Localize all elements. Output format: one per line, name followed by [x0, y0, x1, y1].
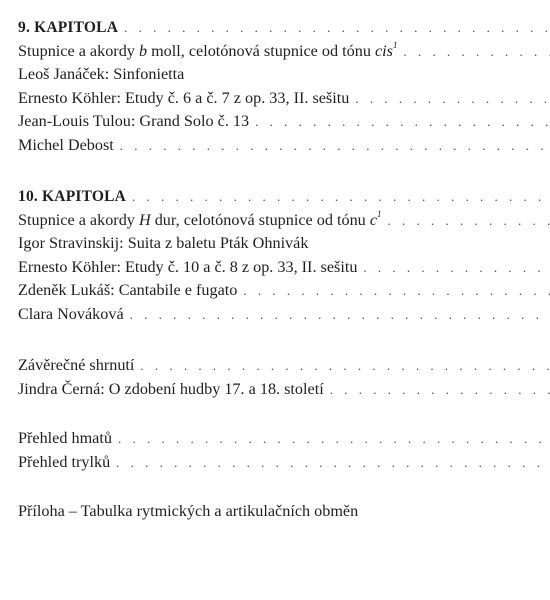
text-part: Stupnice a akordy: [18, 41, 139, 60]
chapter-heading-text: 10. KAPITOLA: [18, 188, 127, 205]
dot-leader: [355, 87, 550, 111]
tone-name: cis: [374, 41, 393, 60]
toc-entry-scales-b-moll: [18, 40, 550, 64]
toc-entry-stravinskij: [18, 232, 550, 256]
dot-leader: [403, 40, 550, 64]
toc-entry-text: Přehled trylků: [18, 452, 111, 471]
section-spacer: [18, 157, 550, 185]
dot-leader: [130, 303, 550, 327]
section-spacer: [18, 401, 550, 427]
toc-entry-debost: [18, 134, 550, 158]
toc-entry-tulou: [18, 110, 550, 134]
dot-leader: [243, 279, 550, 303]
section-spacer: [18, 474, 550, 500]
toc-entry-kohler-10: [18, 256, 550, 280]
toc-entry-text: Závěrečné shrnutí: [18, 356, 135, 374]
text-part: moll, celotónová stupnice od tónu: [147, 41, 375, 60]
chapter-9-heading: [18, 16, 550, 40]
toc-entry-trylky: [18, 451, 550, 475]
toc-entry-kohler-9: [18, 87, 550, 111]
toc-entry-text: Clara Nováková: [18, 304, 124, 323]
dot-leader: [388, 209, 550, 233]
toc-entry-text: Zdeněk Lukáš: Cantabile e fugato: [18, 281, 238, 299]
toc-entry-text: [18, 40, 397, 64]
toc-entry-text: Ernesto Köhler: Etudy č. 6 a č. 7 z op. 33, II. sešitu: [18, 88, 350, 107]
toc-entry-cerna: [18, 378, 550, 402]
text-part: dur, celotónová stupnice od tónu: [150, 210, 370, 229]
text-part: Stupnice a akordy: [18, 210, 139, 229]
dot-leader: [132, 185, 550, 209]
dot-leader: [120, 134, 550, 158]
dot-leader: [124, 16, 550, 40]
dot-leader: [116, 451, 550, 475]
key-name: b: [138, 41, 148, 60]
dot-leader: [255, 110, 550, 134]
toc-entry-janacek: [18, 63, 550, 87]
tone-name: c: [369, 210, 378, 229]
toc-entry-text: Leoš Janáček: Sinfonietta: [18, 65, 185, 83]
toc-entry-text: Příloha – Tabulka rytmických a artikulačních obměn: [18, 502, 359, 520]
toc-entry-novakova: [18, 303, 550, 327]
chapter-heading-text: 9. KAPITOLA: [18, 19, 119, 36]
toc-entry-text: Igor Stravinskij: Suita z baletu Pták Ohnivák: [18, 234, 309, 252]
dot-leader: [140, 354, 550, 378]
dot-leader: [330, 378, 550, 402]
toc-entry-priloha: [18, 500, 550, 524]
key-name: H: [138, 210, 151, 229]
chapter-10-heading: [18, 185, 550, 209]
toc-entry-hmaty: [18, 427, 550, 451]
octave-superscript: 1: [377, 209, 382, 220]
toc-entry-scales-h-dur: [18, 209, 550, 233]
toc-entry-text: Přehled hmatů: [18, 429, 112, 447]
octave-superscript: 1: [392, 40, 398, 51]
toc-entry-lukas: [18, 279, 550, 303]
toc-entry-text: [18, 209, 382, 233]
dot-leader: [363, 256, 550, 280]
toc-entry-text: Ernesto Köhler: Etudy č. 10 a č. 8 z op. 33, II. sešitu: [18, 257, 358, 276]
table-of-contents: [18, 16, 550, 524]
toc-entry-text: Jindra Černá: O zdobení hudby 17. a 18. století: [18, 379, 324, 398]
dot-leader: [118, 427, 550, 451]
toc-entry-text: Michel Debost: [18, 135, 114, 154]
section-spacer: [18, 326, 550, 354]
toc-entry-shrnuti: [18, 354, 550, 378]
toc-entry-text: Jean-Louis Tulou: Grand Solo č. 13: [18, 112, 250, 130]
